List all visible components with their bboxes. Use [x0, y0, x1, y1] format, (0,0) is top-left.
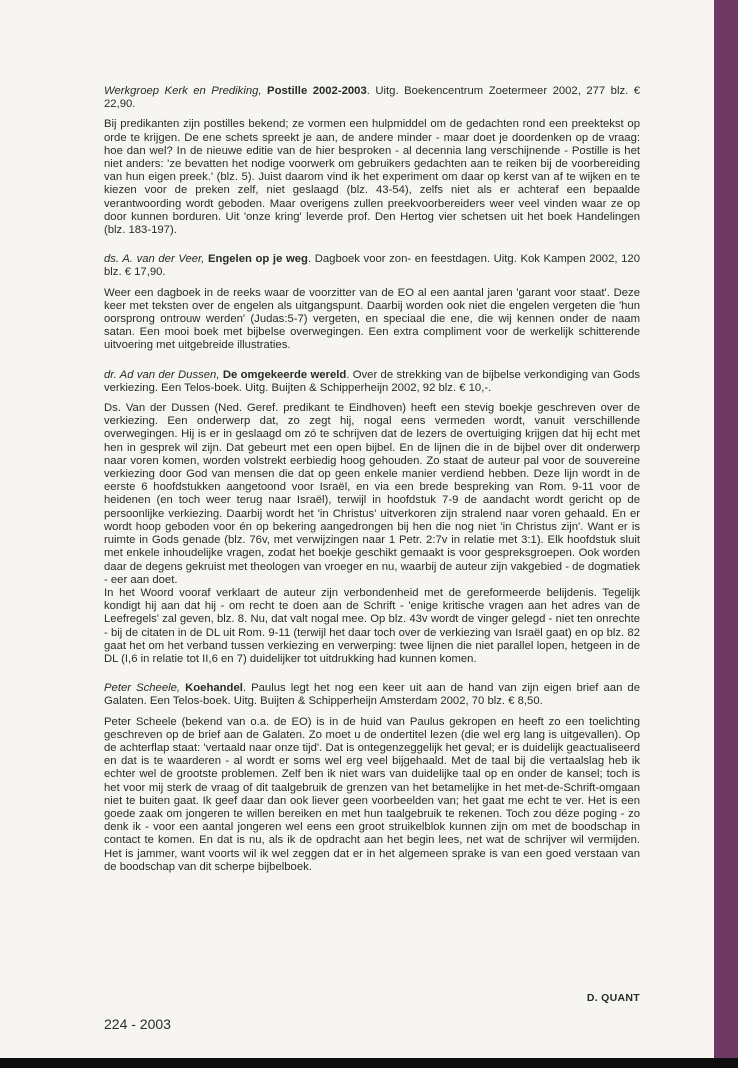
page-edge-bottom — [0, 1058, 738, 1068]
review-title: De omgekeerde wereld — [222, 368, 347, 381]
review-header — [104, 253, 640, 279]
review-title: Engelen op je weg — [207, 253, 308, 266]
review-details: . Paulus legt het nog een keer uit aan de hand van zijn eigen brief aan de Galaten. Een Telos-boek. Uitg. Buijten & Schipperheijn Amsterdam 2002, 70 blz. € 8,50. — [104, 682, 640, 708]
review-paragraph: Peter Scheele (bekend van o.a. de EO) is in de huid van Paulus gekropen en heeft zo een toelichting geschreven op de brief aan de Galaten. Zo moet u de ondertitel lezen (die wel erg lang is uitgevallen). Op de achterflap staat: 'vertaald naar onze tijd'. Dat is ontegenzeggelijk het geval; er is duidelijk geactualiseerd en dat is te waarderen - al wordt er soms wel erg veel bijgehaald. Met de taal bij die vertaalslag heb ik echter wel de grootste problemen. Zelf ben ik niet wars van duidelijke taal op en onder de kansel; toch is het voor mij sterk de vraag of dit taalgebruik de grenzen van het betamelijke in het met-de-Schrift-omgaan niet te buiten gaat. Ik geef daar dan ook liever geen voorbeelden van; het gaat me echt te ver. Het is een goede zaak om jongeren te willen bereiken en met hun taalgebruik te rekenen. Toch zou déze poging - zo denk ik - voor een aantal jongeren wel eens een groot struikelblok kunnen zijn om met de boodschap in contact te komen. En dat is nu, als ik de opdracht aan het begin lees, net wat de schrijver wil vermijden. Het is jammer, want voorts wil ik wel zeggen dat er in het algemeen sprake is van een goed verstaan van de boodschap van dit scherpe bijbelboek. — [104, 715, 640, 873]
review-title: Postille 2002-2003 — [267, 85, 367, 97]
review-title: Koehandel — [185, 682, 243, 695]
review-header — [104, 682, 640, 708]
review-author: Peter Scheele, — [104, 682, 181, 695]
reviewer-signature: D. QUANT — [586, 992, 640, 1004]
page-number: 224 - 2003 — [104, 1016, 171, 1032]
review-paragraph: Ds. Van der Dussen (Ned. Geref. predikant te Eindhoven) heeft een stevig boekje geschreven over de verkiezing. Een onderwerp dat, zo zegt hij, nogal eens vermeden wordt, vanuit verschillende overwegingen. Hij is er in geslaagd om zó te schrijven dat de lezers de overtuiging krijgen dat hij echt met hen in gesprek wil zijn. Dat gebeurt met een open bijbel. En de lijnen die in de bijbel over dit onderwerp naar voren komen, worden volstrekt eerbiedig hoog gehouden. Zo staat de auteur pal voor de souvereine verkiezing door God van mensen die dat op geen enkele manier verdiend hebben. Deze lijn wordt in de eerste 6 hoofdstukken aangetoond voor Israël, en via een brede bespreking van Rom. 9-11 voor de heidenen (en toch weer terug naar Israël), terwijl in hoofdstuk 7-9 de aandacht wordt gericht op de persoonlijke verkiezing. Daarbij wordt het 'in Christus' uitverkoren zijn stralend naar voren gehaald. En er wordt hoop geboden voor én op bekering aangedrongen bij hen die nog niet 'in Christus zijn'. Want er is ruimte in Gods genade (blz. 76v, met verwijzingen naar 1 Petr. 2:7v in relatie met 3:1). Elk hoofdstuk sluit met enkele inhoudelijke vragen, zodat het boekje geschikt gemaakt is voor gespreksgroepen. Ook worden daar de degens gekruist met theologen van vroeger en nu, waarbij de auteur zijn vakgebied - de dogmatiek - eer aan doet. — [104, 402, 640, 586]
review-details: . Over de strekking van de bijbelse verkondiging van Gods verkiezing. Een Telos-boek. Uitg. Buijten & Schipperheijn 2002, 92 blz. € 10,-. — [104, 368, 641, 394]
review-details: . Dagboek voor zon- en feestdagen. Uitg. Kok Kampen 2002, 120 blz. € 17,90. — [104, 253, 640, 279]
review-author: dr. Ad van der Dussen, — [104, 368, 220, 381]
review-paragraph: Bij predikanten zijn postilles bekend; ze vormen een hulpmiddel om de gedachten rond een preektekst op orde te krijgen. De ene schets spreekt je aan, de andere minder - maar doet je doordenken op de vraag: hoe dan wel? In de nieuwe editie van de hier besproken - al decennia lang verschijnende - Postille is het niet anders: 'ze bevatten het nodige voorwerk om gebruikers gedachten aan te reiken bij de voorbereiding van hun eigen preek.' (blz. 5). Juist daarom vind ik het experiment om daar op kerst van af te wijken en te kiezen voor de preken zelf, niet geslaagd (blz. 43-54), zelfs niet als er achteraf een bepaalde verantwoording wordt geboden. Maar overigens zullen preekvoorbereiders weer veel vinden waar ze op door kunnen borduren. Uit 'onze kring' leverde prof. Den Hertog vier schetsen uit het boek Handelingen (blz. 183-197). — [104, 118, 640, 237]
review-paragraph: In het Woord vooraf verklaart de auteur zijn verbondenheid met de gereformeerde belijdenis. Tegelijk kondigt hij aan dat hij - om recht te doen aan de Schrift - 'enige kritische vragen aan het adres van de Leefregels' zal geven, blz. 8. Nu, dat valt nogal mee. Op blz. 43v wordt de vinger gelegd - niet ten onrechte - bij de citaten in de DL uit Rom. 9-11 (terwijl het daar toch over de verkiezing van Israël gaat) en op blz. 82 gaat het om het verband tussen verkiezing en verwerping: twee lijnen die niet parallel lopen, hetgeen in de DL (I,6 in relatie tot II,6 en 7) duidelijker tot uitdrukking had kunnen komen. — [104, 586, 640, 665]
review-paragraph: Weer een dagboek in de reeks waar de voorzitter van de EO al een aantal jaren 'garant voor staat'. Deze keer met teksten over de engelen als uitgangspunt. Daarbij worden ook niet die engelen vergeten die 'hun oorsprong ontrouw werden' (Judas:5-7) vergeten, en speciaal die ene, die wij kennen onder de naam satan. Een mooi boek met bijbelse overwegingen. Een extra compliment voor de werkelijk schitterende uitvoering met uitgebreide illustraties. — [104, 286, 640, 352]
review-header — [104, 85, 640, 111]
review-column — [104, 85, 640, 881]
review-details: . Uitg. Boekencentrum Zoetermeer 2002, 277 blz. € 22,90. — [104, 85, 641, 111]
page-edge-purple — [714, 0, 738, 1058]
review-author: Werkgroep Kerk en Prediking, — [104, 85, 262, 97]
review-author: ds. A. van der Veer, — [104, 253, 205, 266]
review-header — [104, 369, 640, 395]
